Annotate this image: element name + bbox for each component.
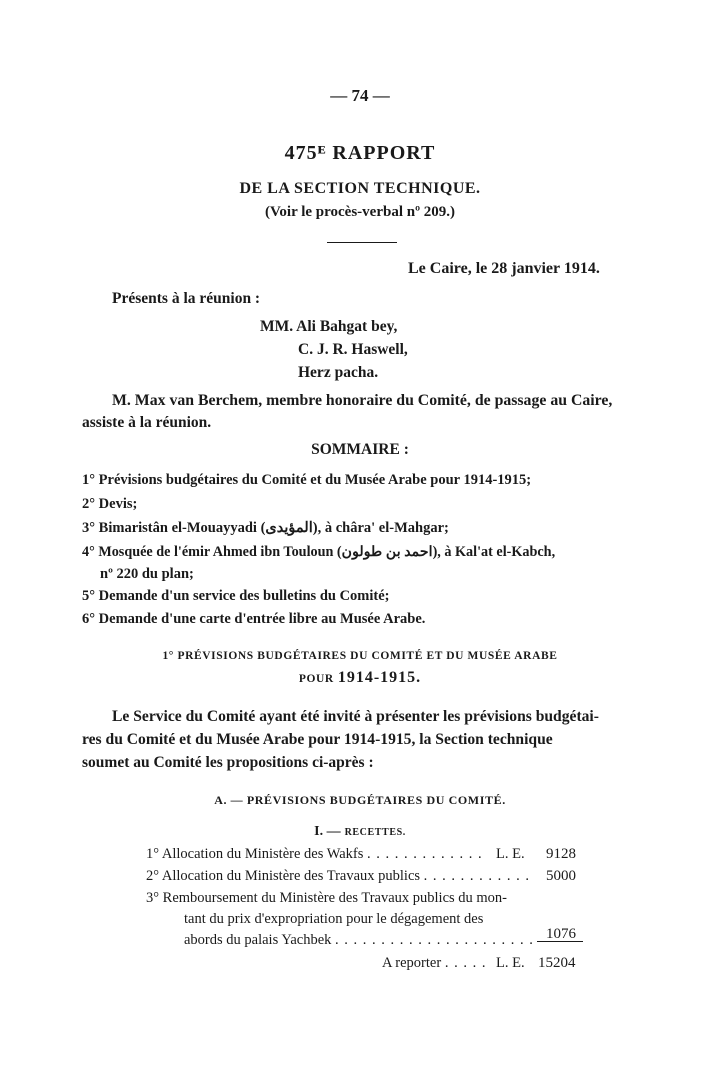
recettes-total: [382, 955, 486, 972]
recettes-row-1-label: 1° Allocation du Ministère des Wakfs: [146, 846, 364, 862]
recettes-row-1-dots: . . . . . . . . . . . . .: [367, 846, 483, 862]
page-number: — 74 —: [330, 86, 390, 105]
sommaire-item-4: 4° Mosquée de l'émir Ahmed ibn Touloun (احمد بن طولون), à Kal'at el-Kabch,: [82, 544, 556, 560]
amount-underline: [537, 941, 583, 942]
recettes-row-3-line-1: 3° Remboursement du Ministère des Travaux publics du mon-: [146, 890, 508, 906]
sommaire-heading: SOMMAIRE :: [311, 441, 409, 458]
paragraph-line-1: Le Service du Comité ayant été invité à présenter les prévisions budgétai-: [112, 708, 599, 725]
section-1-pour: POUR: [298, 673, 334, 685]
recettes-row-3-line-3: [184, 932, 534, 949]
recettes-row-3-dots: . . . . . . . . . . . . . . . . . . . . . .: [335, 932, 534, 948]
paragraph-line-3: soumet au Comité les propositions ci-après :: [82, 754, 374, 771]
recettes-row-2: [146, 868, 530, 885]
recettes-row-1: [146, 846, 483, 863]
recettes-heading-num: I. —: [314, 824, 341, 839]
recettes-total-currency: L. E.: [496, 955, 525, 971]
recettes-row-2-label: 2° Allocation du Ministère des Travaux publics: [146, 868, 421, 884]
sommaire-item-3: 3° Bimaristân el-Mouayyadi (المؤيدى), à châra' el-Mahgar;: [82, 520, 449, 536]
member-1: MM. Ali Bahgat bey,: [260, 318, 398, 335]
section-1-heading-line-2: [0, 669, 720, 687]
recettes-row-3-label: abords du palais Yachbek: [184, 932, 332, 948]
member-3: Herz pacha.: [298, 364, 379, 381]
recettes-total-amount: 15204: [538, 955, 576, 971]
recettes-heading-word: RECETTES.: [344, 827, 406, 838]
paragraph-line-2: res du Comité et du Musée Arabe pour 1914-1915, la Section technique: [82, 731, 553, 748]
sommaire-item-1: 1° Prévisions budgétaires du Comité et du Musée Arabe pour 1914-1915;: [82, 472, 532, 488]
header-divider: [327, 242, 397, 243]
section-1-heading: 1° PRÉVISIONS BUDGÉTAIRES DU COMITÉ ET DU MUSÉE ARABE: [162, 650, 558, 662]
recettes-row-3-line-2: tant du prix d'expropriation pour le dégagement des: [184, 911, 484, 927]
sommaire-item-4-cont: nº 220 du plan;: [100, 566, 194, 582]
presents-label: Présents à la réunion :: [112, 290, 261, 307]
report-subtitle: DE LA SECTION TECHNIQUE.: [239, 180, 481, 197]
date-line: Le Caire, le 28 janvier 1914.: [408, 260, 600, 277]
section-a-heading: A. — PRÉVISIONS BUDGÉTAIRES DU COMITÉ.: [214, 793, 506, 807]
recettes-row-2-dots: . . . . . . . . . . . .: [423, 868, 531, 884]
recettes-heading: [0, 822, 720, 840]
recettes-total-label: A reporter: [382, 955, 442, 971]
recettes-row-1-amount: 9128: [546, 846, 576, 862]
sommaire-item-6: 6° Demande d'une carte d'entrée libre au Musée Arabe.: [82, 611, 426, 627]
recettes-row-3-amount: 1076: [546, 926, 576, 942]
sommaire-item-2: 2° Devis;: [82, 496, 138, 512]
recettes-row-1-currency: L. E.: [496, 846, 525, 862]
recettes-row-2-amount: 5000: [546, 868, 576, 884]
report-title: 475ᴱ RAPPORT: [284, 142, 436, 164]
sommaire-item-5: 5° Demande d'un service des bulletins du Comité;: [82, 588, 390, 604]
recettes-total-dots: . . . . .: [444, 955, 487, 971]
guest-line-2: assiste à la réunion.: [82, 414, 212, 431]
report-reference: (Voir le procès-verbal nº 209.): [264, 204, 456, 220]
section-1-years: 1914-1915.: [337, 669, 422, 686]
guest-line-1: M. Max van Berchem, membre honoraire du Comité, de passage au Caire,: [112, 392, 613, 409]
member-2: C. J. R. Haswell,: [298, 341, 408, 358]
